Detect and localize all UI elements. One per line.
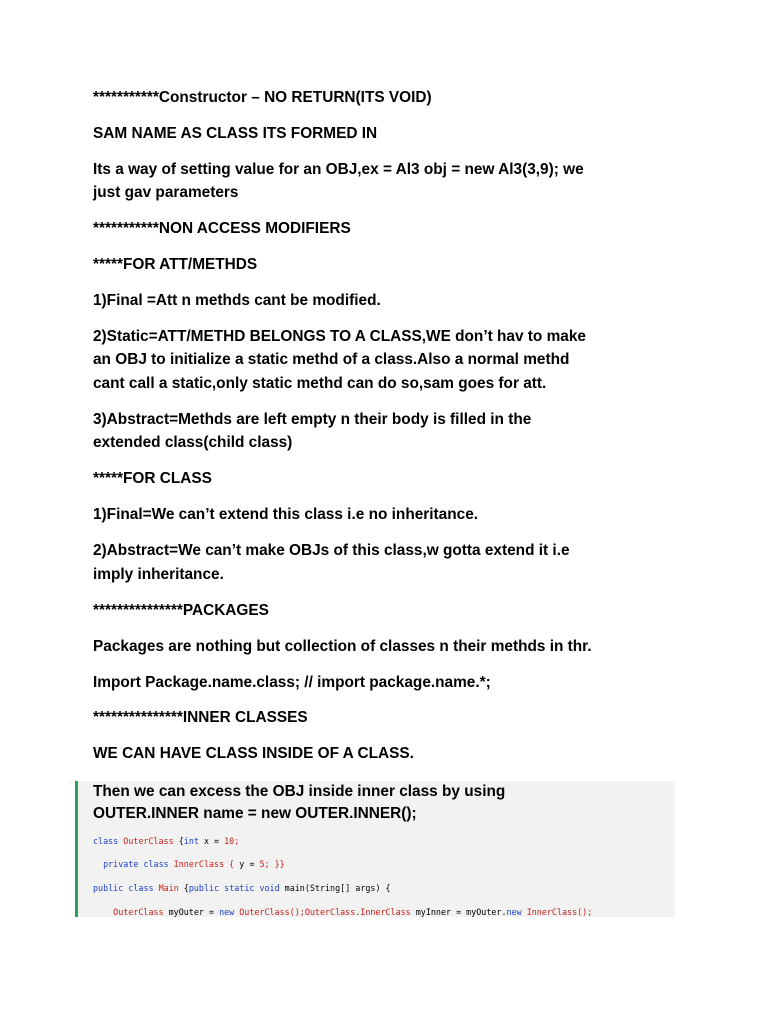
text-final-att: 1)Final =Att n methds cant be modified. [93, 292, 381, 309]
code-text: { [178, 883, 189, 893]
code-class-name: InnerClass [526, 907, 578, 917]
code-number: 10 [224, 836, 235, 846]
code-keyword: class [93, 836, 119, 846]
code-text: myInner = myOuter. [410, 907, 507, 917]
code-keyword: void [259, 883, 280, 893]
subheading-att-methds: *****FOR ATT/METHDS [93, 256, 258, 273]
code-keyword: private [103, 859, 139, 869]
code-keyword: public [93, 883, 124, 893]
code-punctuation: { [224, 859, 240, 869]
code-punctuation: (); [577, 907, 593, 917]
code-line-4 [93, 907, 592, 918]
code-intro-line2: OUTER.INNER name = new OUTER.INNER(); [93, 805, 417, 822]
text-abstract-class-line1: 2)Abstract=We can’t make OBJs of this class,w gotta extend it i.e [93, 542, 570, 559]
code-line-3 [93, 883, 391, 894]
heading-non-access-modifiers: ***********NON ACCESS MODIFIERS [93, 220, 351, 237]
code-text: main(String[] args) { [279, 883, 391, 893]
code-number: 5 [259, 859, 265, 869]
code-keyword: static [224, 883, 255, 893]
code-punctuation: (); [289, 907, 305, 917]
text-constructor-description-line1: Its a way of setting value for an OBJ,ex = Al3 obj = new Al3(3,9); we [93, 161, 584, 178]
heading-packages: ***************PACKAGES [93, 602, 269, 619]
code-keyword: int [183, 836, 199, 846]
text-final-class: 1)Final=We can’t extend this class i.e no inheritance. [93, 506, 479, 523]
text-static-line1: 2)Static=ATT/METHD BELONGS TO A CLASS,WE don’t hav to make [93, 328, 586, 345]
code-punctuation: ; [234, 836, 240, 846]
code-keyword: new [219, 907, 235, 917]
code-keyword: public [188, 883, 220, 893]
code-keyword: class [128, 883, 154, 893]
text-packages-description: Packages are nothing but collection of classes n their methds in thr. [93, 638, 592, 655]
text-abstract-methds-line2: extended class(child class) [93, 434, 293, 451]
text-inner-class-description: WE CAN HAVE CLASS INSIDE OF A CLASS. [93, 745, 414, 762]
code-punctuation: ; }} [264, 859, 285, 869]
text-static-line3: cant call a static,only static methd can do so,sam goes for att. [93, 375, 547, 392]
code-intro-text [93, 781, 673, 825]
code-keyword: new [506, 907, 522, 917]
code-keyword: class [143, 859, 169, 869]
code-text: { [173, 836, 184, 846]
heading-constructor: ***********Constructor – NO RETURN(ITS VOID) [93, 89, 432, 106]
text-static-line2: an OBJ to initialize a static methd of a class.Also a normal methd [93, 351, 570, 368]
code-class-name: InnerClass [173, 859, 225, 869]
text-import-example: Import Package.name.class; // import package.name.*; [93, 674, 491, 691]
code-line-1 [93, 836, 239, 847]
code-line-2 [93, 859, 285, 870]
code-text: x = [198, 836, 225, 846]
text-abstract-methds-line1: 3)Abstract=Methds are left empty n their body is filled in the [93, 411, 532, 428]
code-text: myOuter = [163, 907, 220, 917]
code-class-name: OuterClass [304, 907, 356, 917]
code-class-name: OuterClass [113, 907, 164, 917]
code-class-name: InnerClass [360, 907, 411, 917]
code-punctuation: . [355, 907, 361, 917]
code-text: y = [239, 859, 260, 869]
code-class-name: OuterClass [123, 836, 174, 846]
heading-inner-classes: ***************INNER CLASSES [93, 709, 308, 726]
text-abstract-class-line2: imply inheritance. [93, 566, 224, 583]
text-constructor-description-line2: just gav parameters [93, 184, 239, 201]
code-class-name: Main [158, 883, 179, 893]
code-intro-line1: Then we can excess the OBJ inside inner class by using [93, 783, 506, 800]
subheading-for-class: *****FOR CLASS [93, 470, 212, 487]
text-same-name: SAM NAME AS CLASS ITS FORMED IN [93, 125, 378, 142]
code-class-name: OuterClass [239, 907, 290, 917]
